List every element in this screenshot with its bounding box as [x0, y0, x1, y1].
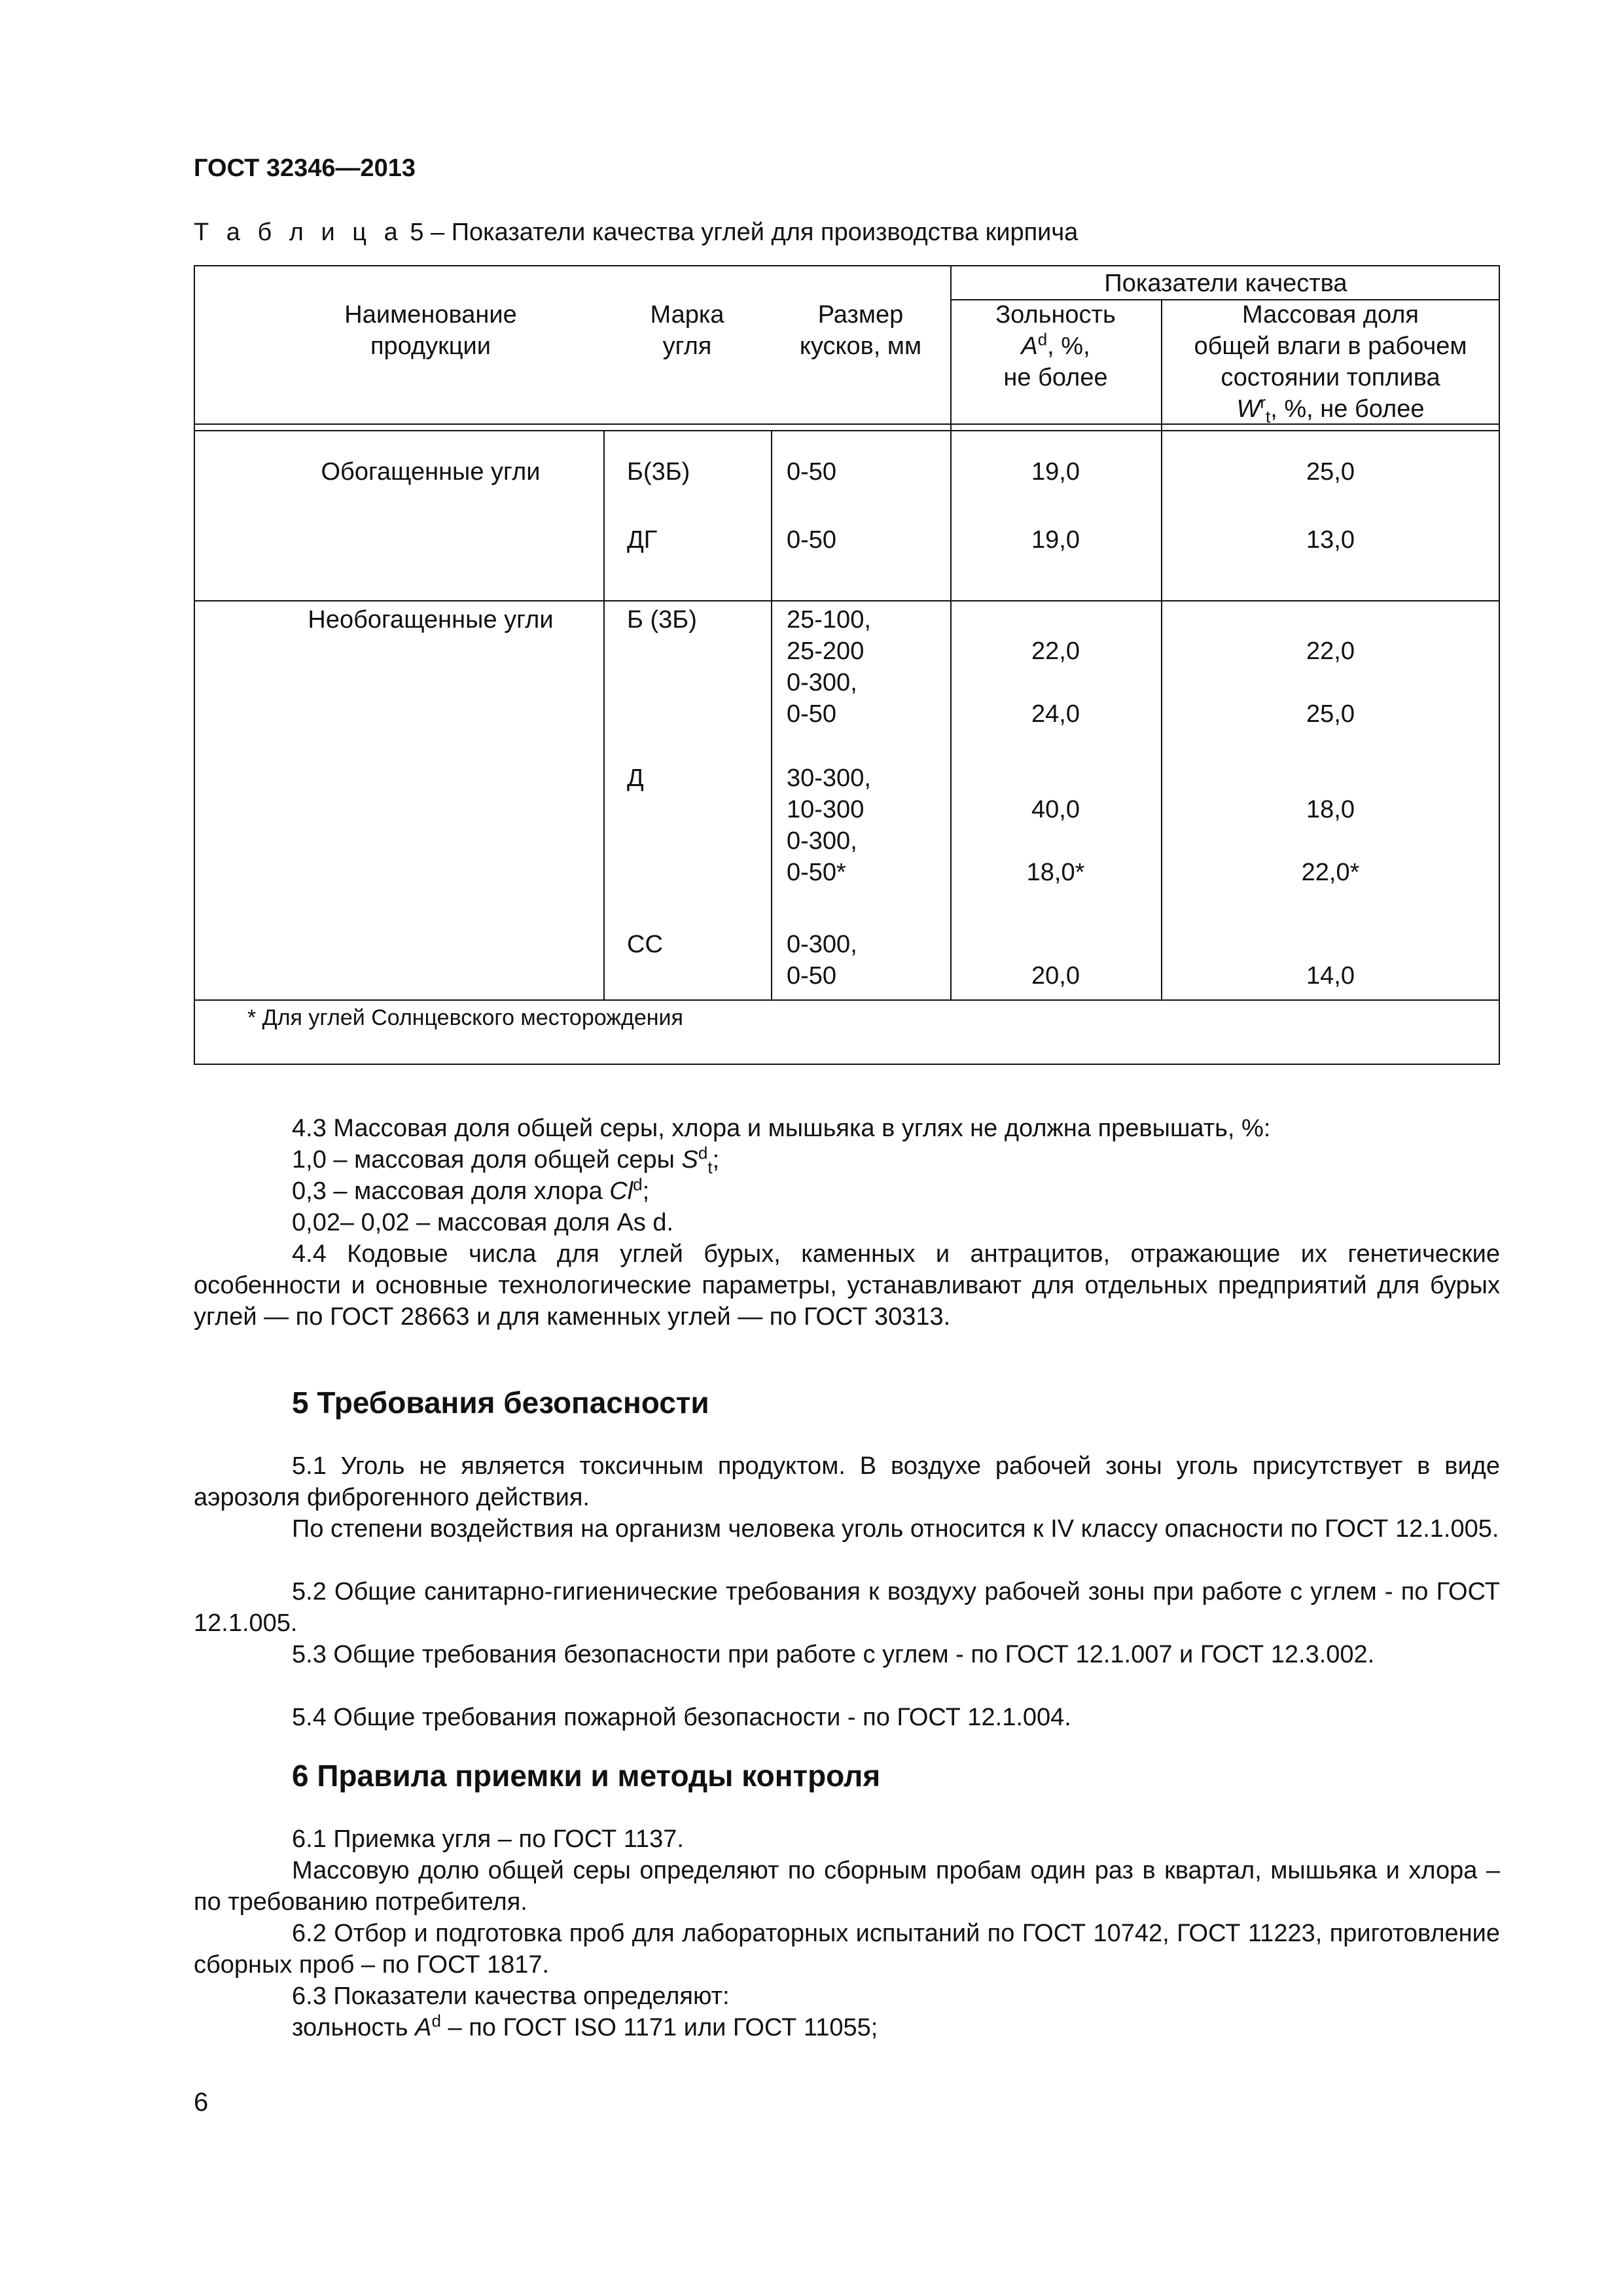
table-caption-title: – Показатели качества углей для производства кирпича [431, 219, 1079, 246]
header-moisture-line4 [1161, 393, 1500, 425]
cell-ash: 22,0 [1031, 637, 1080, 665]
paragraph-5-1b: По степени воздействия на организм человека уголь относится к IV классу опасности по ГОСТ 12.1.005. [292, 1515, 1499, 1543]
cell-ash: 40,0 [1031, 796, 1080, 823]
header-ash-line3: не более [1003, 364, 1108, 391]
moisture-tail: , %, не более [1270, 395, 1425, 423]
paragraph-6-3: 6.3 Показатели качества определяют: [292, 1982, 730, 2010]
sulfur-symbol: S [681, 1146, 698, 1174]
moisture-sup: r [1260, 392, 1266, 412]
size-line: 0-300, [787, 931, 857, 958]
size-line: 10-300 [787, 796, 865, 823]
cell-moisture: 13,0 [1306, 526, 1355, 554]
sulfur-sup: d [698, 1143, 708, 1163]
header-product-line1: Наименование [344, 301, 517, 329]
ash-sup: d [1037, 329, 1048, 350]
section-5-title: 5 Требования безопасности [292, 1386, 709, 1420]
ash-method-symbol: A [415, 2014, 432, 2041]
paragraph-4-3-chlorine [292, 1175, 649, 1207]
table-hline [195, 999, 1500, 1001]
header-moisture [1161, 299, 1500, 425]
header-moisture-line3: состоянии топлива [1221, 364, 1440, 391]
cell-size: 0-50 [787, 458, 837, 486]
size-line: 25-200 [787, 637, 865, 665]
size-line: 0-50* [787, 859, 846, 886]
cell-grade: СС [627, 931, 663, 958]
moisture-sub: t [1266, 406, 1271, 427]
page-number: 6 [194, 2088, 209, 2117]
table-vline [771, 430, 772, 999]
size-line: 30-300, [787, 764, 871, 792]
cell-moisture: 25,0 [1306, 458, 1355, 486]
paragraph-5-1: 5.1 Уголь не является токсичным продуктом. В воздухе рабочей зоны уголь присутствует в виде аэрозоля фиброгенного действия. [194, 1452, 1500, 1511]
header-ash-line2 [950, 331, 1161, 362]
cell-grade: Д [627, 764, 644, 792]
chlorine-sup: d [633, 1174, 643, 1194]
table-caption [194, 219, 1078, 247]
document-id-header: ГОСТ 32346—2013 [194, 154, 416, 182]
cell-grade: ДГ [627, 526, 658, 554]
table-caption-number: 5 [410, 219, 424, 246]
header-product [195, 299, 666, 362]
header-moisture-line1: Массовая доля [1241, 301, 1419, 329]
header-grade-line1: Марка [650, 301, 724, 329]
moisture-symbol: W [1236, 395, 1260, 423]
section-6-title: 6 Правила приемки и методы контроля [292, 1759, 881, 1793]
ash-tail: , %, [1047, 332, 1090, 360]
paragraph-6-2: 6.2 Отбор и подготовка проб для лабораторных испытаний по ГОСТ 10742, ГОСТ 11223, приготовление сборных проб – по ГОСТ 1817. [194, 1920, 1500, 1979]
ash-method-text: зольность [292, 2014, 416, 2041]
sulfur-end: ; [712, 1146, 720, 1174]
chlorine-symbol: Cl [609, 1177, 633, 1205]
paragraph-4-3: 4.3 Массовая доля общей серы, хлора и мышьяка в углях не должна превышать, %: [292, 1115, 1271, 1142]
size-line: 0-300, [787, 669, 857, 696]
cell-ash: 18,0* [1026, 859, 1085, 886]
size-line: 0-50 [787, 962, 837, 990]
cell-ash: 19,0 [1031, 526, 1080, 554]
cell-moisture: 18,0 [1306, 796, 1355, 823]
cell-grade: Б(3Б) [627, 458, 690, 486]
paragraph-5-4: 5.4 Общие требования пожарной безопасности - по ГОСТ 12.1.004. [292, 1704, 1071, 1731]
header-grade-line2: угля [662, 332, 712, 360]
size-line: 0-50 [787, 700, 837, 728]
table-hline [195, 600, 1500, 601]
sulfur-sub: t [707, 1157, 713, 1177]
ash-symbol: A [1021, 332, 1038, 360]
table-caption-prefix: Т а б л и ц а [194, 219, 403, 246]
cell-grade: Б (3Б) [627, 606, 697, 634]
cell-ash: 19,0 [1031, 458, 1080, 486]
table-footnote: * Для углей Солнцевского месторождения [247, 1005, 683, 1030]
paragraph-5-2: 5.2 Общие санитарно-гигиенические требования к воздуху рабочей зоны при работе с углем - по ГОСТ 12.1.005. [194, 1578, 1500, 1637]
header-product-line2: продукции [370, 332, 491, 360]
cell-enriched-coal: Обогащенные угли [321, 458, 541, 486]
cell-moisture: 22,0 [1306, 637, 1355, 665]
chlorine-end: ; [642, 1177, 650, 1205]
header-moisture-line2: общей влаги в рабочем [1194, 332, 1467, 360]
quality-table [194, 265, 1500, 1065]
ash-method-sup: d [431, 2011, 441, 2031]
cell-size [787, 604, 871, 730]
paragraph-6-1b: Массовую долю общей серы определяют по сборным пробам один раз в квартал, мышьяка и хлора – по требованию потребителя. [194, 1857, 1500, 1916]
cell-moisture: 14,0 [1306, 962, 1355, 990]
header-size [771, 299, 950, 362]
sulfur-text: 1,0 – массовая доля общей серы [292, 1146, 682, 1174]
cell-size [787, 929, 857, 992]
size-line: 25-100, [787, 606, 871, 634]
cell-moisture: 22,0* [1301, 859, 1360, 886]
cell-moisture: 25,0 [1306, 700, 1355, 728]
header-ash-line1: Зольность [995, 301, 1116, 329]
cell-ash: 24,0 [1031, 700, 1080, 728]
header-quality-group: Показатели качества [1104, 270, 1347, 297]
cell-size [787, 762, 871, 888]
cell-ash: 20,0 [1031, 962, 1080, 990]
header-ash [950, 299, 1161, 393]
paragraph-4-3-sulfur [292, 1144, 719, 1175]
chlorine-text: 0,3 – массовая доля хлора [292, 1177, 610, 1205]
header-grade [603, 299, 771, 362]
table-vline [603, 430, 605, 999]
cell-raw-coal: Необогащенные угли [308, 606, 554, 634]
paragraph-4-4: 4.4 Кодовые числа для углей бурых, каменных и антрацитов, отражающие их генетические особенности и основные технологические параметры, устанавливают для отдельных предприятий для бурых углей — по ГОСТ 28663 и для каменных углей — по ГОСТ 30313. [194, 1240, 1500, 1331]
header-size-line2: кусков, мм [799, 332, 922, 360]
paragraph-4-3-arsenic: 0,02– 0,02 – массовая доля As d. [292, 1209, 674, 1236]
size-line: 0-300, [787, 827, 857, 855]
ash-method-tail: – по ГОСТ ISO 1171 или ГОСТ 11055; [440, 2014, 878, 2041]
header-size-line1: Размер [817, 301, 904, 329]
paragraph-5-3: 5.3 Общие требования безопасности при работе с углем - по ГОСТ 12.1.007 и ГОСТ 12.3.002. [292, 1641, 1375, 1668]
table-hline [195, 430, 1500, 431]
cell-size: 0-50 [787, 526, 837, 554]
paragraph-6-1: 6.1 Приемка угля – по ГОСТ 1137. [292, 1825, 684, 1853]
paragraph-6-3-ash [292, 2012, 878, 2043]
